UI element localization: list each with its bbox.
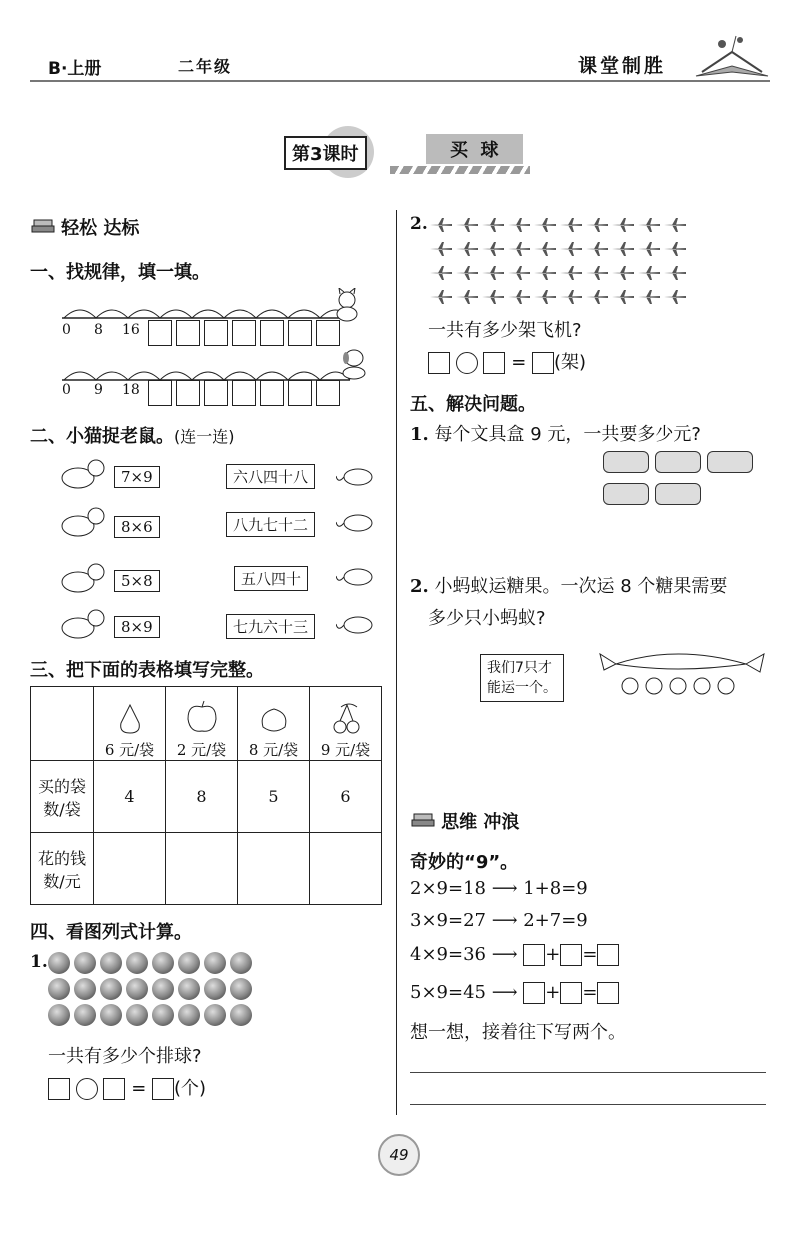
apple-icon <box>184 699 220 735</box>
airplane-icon <box>560 290 582 304</box>
price-label: 2 元/袋 <box>176 741 227 759</box>
answer-box[interactable] <box>560 944 582 966</box>
unit-label: (架) <box>554 352 587 373</box>
fruit-cell <box>166 687 238 761</box>
column-divider <box>396 210 397 1115</box>
q5-p1-num: 1. <box>410 424 429 445</box>
price-label: 6 元/袋 <box>104 741 155 759</box>
airplane-icon <box>508 266 530 280</box>
volleyball-icon <box>152 978 174 1000</box>
bags-cell: 4 <box>94 761 166 833</box>
answer-box[interactable] <box>148 320 172 346</box>
airplane-icon <box>560 218 582 232</box>
airplane-icon <box>456 266 478 280</box>
ants-carrying-candy-icon <box>596 640 768 704</box>
cat-icon <box>58 504 108 540</box>
cost-input-cell[interactable] <box>238 833 310 905</box>
airplane-icon <box>638 290 660 304</box>
q4-p1-num: 1. <box>30 952 48 972</box>
nl2-third: 18 <box>122 382 140 398</box>
fruit-cell <box>310 687 382 761</box>
volleyball-icon <box>178 952 200 974</box>
row-label-line: 数/元 <box>43 871 81 891</box>
think-eq2: 3×9=27 ⟶ 2+7=9 <box>410 910 588 931</box>
answer-box[interactable] <box>523 944 545 966</box>
volleyball-icon <box>178 978 200 1000</box>
volleyball-icon <box>152 952 174 974</box>
price-label: 9 元/袋 <box>320 741 371 759</box>
peach-icon <box>257 703 291 735</box>
answer-box[interactable] <box>523 982 545 1004</box>
nl2-start: 0 <box>62 382 71 398</box>
fruit-cell <box>238 687 310 761</box>
airplane-icon <box>586 290 608 304</box>
volleyball-icon <box>100 1004 122 1026</box>
mouse-chant[interactable]: 五八四十 <box>234 566 308 591</box>
mouse-icon <box>336 612 376 636</box>
bubble-line: 我们7只才 <box>487 660 552 676</box>
row-label-bags <box>31 761 94 833</box>
airplane-icon <box>612 242 634 256</box>
row-label-cost <box>31 833 94 905</box>
answer-box[interactable] <box>560 982 582 1004</box>
books-icon <box>410 810 436 832</box>
volleyball-icon <box>48 1004 70 1026</box>
answer-line[interactable] <box>410 1104 766 1105</box>
airplane-icon <box>534 218 556 232</box>
airplane-icon <box>456 218 478 232</box>
airplane-icon <box>638 242 660 256</box>
think-lead: 奇妙的“9”。 <box>410 852 519 873</box>
pencil-box-icon <box>603 451 649 473</box>
volleyball-icon <box>74 1004 96 1026</box>
price-label: 8 元/袋 <box>248 741 299 759</box>
volleyball-icon <box>126 1004 148 1026</box>
fruit-cell <box>94 687 166 761</box>
airplane-icon <box>430 266 452 280</box>
plus-sign: + <box>545 982 561 1003</box>
mouse-chant[interactable]: 六八四十八 <box>226 464 315 489</box>
q4-title: 四、看图列式计算。 <box>30 922 192 943</box>
row-label-line: 数/袋 <box>43 799 81 819</box>
pencil-box-group <box>600 448 780 512</box>
volleyball-icon <box>152 1004 174 1026</box>
pencil-box-icon <box>707 451 753 473</box>
answer-box[interactable] <box>288 380 312 406</box>
cat-expression[interactable]: 8×6 <box>114 516 160 538</box>
bags-cell: 6 <box>310 761 382 833</box>
cost-input-cell[interactable] <box>310 833 382 905</box>
answer-box[interactable] <box>260 380 284 406</box>
cat-icon <box>58 456 108 492</box>
airplane-icon <box>586 242 608 256</box>
volleyball-icon <box>204 978 226 1000</box>
think-prompt: 想一想，接着往下写两个。 <box>410 1022 626 1043</box>
header-grade: 二年级 <box>178 57 233 76</box>
volleyball-icon <box>204 1004 226 1026</box>
plus-sign: + <box>545 944 561 965</box>
q4-p1-question: 一共有多少个排球? <box>48 1046 202 1067</box>
airplane-icon <box>534 242 556 256</box>
answer-box[interactable] <box>483 352 505 374</box>
airplane-icon <box>664 266 686 280</box>
airplane-icon <box>482 266 504 280</box>
number-line-2-answer-boxes <box>148 380 344 410</box>
q5-p2-line2: 多少只小蚂蚁? <box>428 608 546 629</box>
bags-cell: 5 <box>238 761 310 833</box>
airplane-icon <box>664 218 686 232</box>
airplane-icon <box>482 218 504 232</box>
answer-box[interactable] <box>232 320 256 346</box>
cat-icon <box>58 560 108 596</box>
dog-icon <box>336 346 370 380</box>
lesson-title-block <box>280 130 540 184</box>
bags-cell: 8 <box>166 761 238 833</box>
answer-box[interactable] <box>597 944 619 966</box>
pencil-box-icon <box>655 483 701 505</box>
airplane-icon <box>586 218 608 232</box>
airplane-icon <box>664 290 686 304</box>
volleyball-grid <box>48 952 278 1030</box>
mouse-chant[interactable]: 八九七十二 <box>226 512 315 537</box>
airplane-icon <box>508 218 530 232</box>
q2-title <box>30 422 235 448</box>
lesson-title: 买 球 <box>426 134 523 164</box>
think-eq3 <box>410 944 619 966</box>
cherry-icon <box>329 701 363 735</box>
eq4-text: 5×9=45 ⟶ <box>410 982 518 1003</box>
q4-p2-question: 一共有多少架飞机? <box>428 320 582 341</box>
answer-box[interactable] <box>152 1078 174 1100</box>
q5-p2 <box>410 572 727 598</box>
airplane-icon <box>456 242 478 256</box>
mouse-icon <box>336 510 376 534</box>
airplane-icon <box>430 218 452 232</box>
airplane-icon <box>508 290 530 304</box>
section-easy-title: 轻松 达标 <box>61 218 140 239</box>
nl2-second: 9 <box>94 382 103 398</box>
lesson-stripes <box>390 166 530 174</box>
airplane-icon <box>664 242 686 256</box>
volleyball-icon <box>230 978 252 1000</box>
answer-box[interactable] <box>204 380 228 406</box>
volleyball-icon <box>230 952 252 974</box>
q5-p1-text: 每个文具盒 9 元，一共要多少元? <box>434 424 701 445</box>
equals-sign: = <box>582 982 598 1003</box>
page-number-badge <box>378 1134 420 1176</box>
answer-box[interactable] <box>103 1078 125 1100</box>
table-row <box>31 833 382 905</box>
table-row <box>31 761 382 833</box>
lesson-number: 第3课时 <box>284 136 367 170</box>
speech-bubble <box>480 654 564 702</box>
answer-box[interactable] <box>232 380 256 406</box>
price-table <box>30 686 382 905</box>
table-corner <box>31 687 94 761</box>
q4-p2-equation <box>428 348 586 374</box>
airplane-icon <box>456 290 478 304</box>
answer-box[interactable] <box>260 320 284 346</box>
operator-circle[interactable] <box>456 352 478 374</box>
airplane-icon <box>586 266 608 280</box>
cost-input-cell[interactable] <box>94 833 166 905</box>
answer-box[interactable] <box>597 982 619 1004</box>
bubble-line: 能运一个。 <box>487 680 557 696</box>
airplane-icon <box>430 242 452 256</box>
nl1-start: 0 <box>62 322 71 338</box>
number-line-1-answer-boxes <box>148 320 344 350</box>
airplane-icon <box>560 266 582 280</box>
books-icon <box>30 216 56 238</box>
q5-p2-num: 2. <box>410 576 429 597</box>
airplane-icon <box>430 290 452 304</box>
answer-box[interactable] <box>48 1078 70 1100</box>
answer-box[interactable] <box>428 352 450 374</box>
answer-box[interactable] <box>176 320 200 346</box>
volleyball-icon <box>48 978 70 1000</box>
cat-expression[interactable]: 7×9 <box>114 466 160 488</box>
q4-p1-equation <box>48 1074 206 1100</box>
section-think-header <box>410 808 519 834</box>
volleyball-icon <box>100 978 122 1000</box>
number-line-2-labels <box>62 382 140 398</box>
answer-box[interactable] <box>176 380 200 406</box>
pencil-box-icon <box>655 451 701 473</box>
answer-box[interactable] <box>204 320 228 346</box>
number-line-1-labels <box>62 322 140 338</box>
q4-p2-num: 2. <box>410 214 428 234</box>
volleyball-icon <box>74 952 96 974</box>
eq3-text: 4×9=36 ⟶ <box>410 944 518 965</box>
row-label-line: 买的袋 <box>37 776 86 796</box>
answer-box[interactable] <box>148 380 172 406</box>
cat-icon <box>58 606 108 642</box>
pear-icon <box>115 701 145 735</box>
equals-sign: = <box>511 352 527 373</box>
airplane-icon <box>560 242 582 256</box>
mouse-chant[interactable]: 七九六十三 <box>226 614 315 639</box>
airplane-icon <box>638 266 660 280</box>
q5-p2-line1: 小蚂蚁运糖果。一次运 8 个糖果需要 <box>434 576 728 597</box>
cat-icon <box>330 288 364 322</box>
q1-title: 一、找规律，填一填。 <box>30 262 210 283</box>
cat-expression[interactable]: 8×9 <box>114 616 160 638</box>
answer-box[interactable] <box>288 320 312 346</box>
q3-title: 三、把下面的表格填写完整。 <box>30 660 264 681</box>
q5-p1 <box>410 420 701 446</box>
volleyball-icon <box>178 1004 200 1026</box>
header-brand: 课堂制胜 <box>578 55 667 77</box>
q2-title-text: 二、小猫捉老鼠。 <box>30 426 174 447</box>
header <box>0 0 800 90</box>
book-logo-icon <box>692 32 772 80</box>
equals-sign: = <box>131 1078 147 1099</box>
nl1-third: 16 <box>122 322 140 338</box>
cat-expression[interactable]: 5×8 <box>114 570 160 592</box>
unit-label: (个) <box>174 1078 207 1099</box>
mouse-icon <box>336 564 376 588</box>
airplane-icon <box>534 290 556 304</box>
airplane-icon <box>612 266 634 280</box>
airplane-icon <box>482 242 504 256</box>
header-rule <box>30 80 770 82</box>
think-eq1: 2×9=18 ⟶ 1+8=9 <box>410 878 588 899</box>
airplane-icon <box>612 290 634 304</box>
operator-circle[interactable] <box>76 1078 98 1100</box>
page-number: 49 <box>389 1146 409 1164</box>
mouse-icon <box>336 464 376 488</box>
volleyball-icon <box>74 978 96 1000</box>
section-easy-header <box>30 214 139 240</box>
section-think-title: 思维 冲浪 <box>441 812 520 833</box>
table-row <box>31 687 382 761</box>
airplane-icon <box>534 266 556 280</box>
volleyball-icon <box>126 978 148 1000</box>
volleyball-icon <box>126 952 148 974</box>
volleyball-icon <box>48 952 70 974</box>
pencil-box-icon <box>603 483 649 505</box>
equals-sign: = <box>582 944 598 965</box>
cost-input-cell[interactable] <box>166 833 238 905</box>
answer-line[interactable] <box>410 1072 766 1073</box>
answer-box[interactable] <box>316 320 340 346</box>
q2-note: (连一连) <box>174 427 235 446</box>
airplane-icon <box>638 218 660 232</box>
airplane-icon <box>612 218 634 232</box>
airplane-icon <box>482 290 504 304</box>
q5-title: 五、解决问题。 <box>410 394 536 415</box>
row-label-line: 花的钱 <box>37 848 86 868</box>
volleyball-icon <box>230 1004 252 1026</box>
nl1-second: 8 <box>94 322 103 338</box>
volleyball-icon <box>204 952 226 974</box>
volleyball-icon <box>100 952 122 974</box>
think-eq4 <box>410 982 619 1004</box>
airplane-icon <box>508 242 530 256</box>
answer-box[interactable] <box>532 352 554 374</box>
airplane-grid <box>430 218 700 314</box>
header-edition: B·上册 <box>48 59 102 79</box>
answer-box[interactable] <box>316 380 340 406</box>
